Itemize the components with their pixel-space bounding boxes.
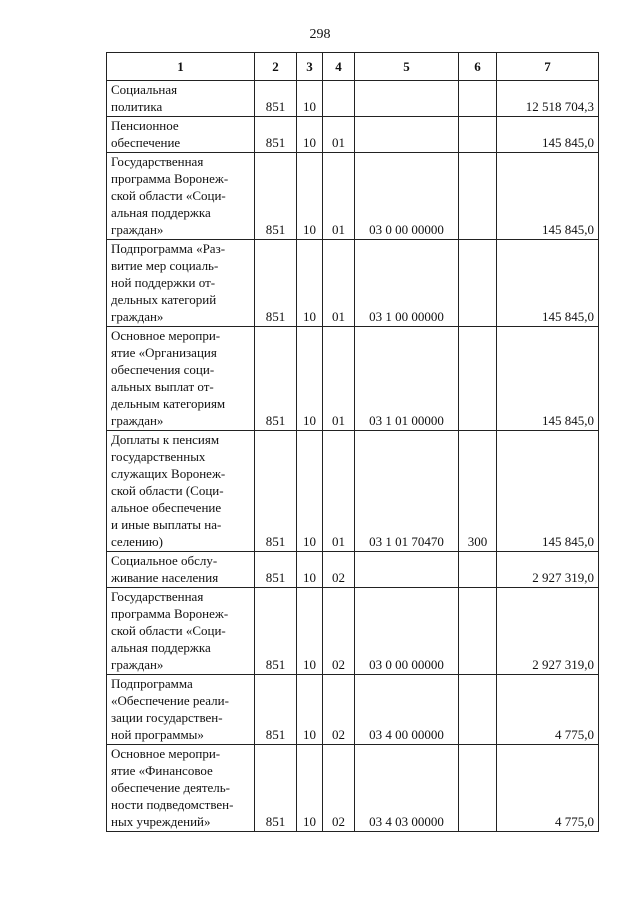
- row-name: Доплаты к пенсиям государственных служащих Воронеж- ской области (Соци- альное обеспечение и иные выплаты на- селению): [107, 431, 255, 552]
- row-name: Подпрограмма «Раз- витие мер социаль- ной поддержки от- дельных категорий граждан»: [107, 240, 255, 327]
- cell-ministry-code: 851: [255, 240, 297, 327]
- cell-section-code: 10: [297, 431, 323, 552]
- row-name: Пенсионное обеспечение: [107, 117, 255, 153]
- row-name: Основное меропри- ятие «Организация обеспечения соци- альных выплат от- дельным категориям граждан»: [107, 327, 255, 431]
- cell-ministry-code: 851: [255, 327, 297, 431]
- cell-expense-type: [459, 240, 497, 327]
- cell-expense-type: [459, 81, 497, 117]
- row-name: Подпрограмма «Обеспечение реали- зации государствен- ной программы»: [107, 675, 255, 745]
- cell-subsection-code: 02: [323, 745, 355, 832]
- cell-section-code: 10: [297, 588, 323, 675]
- cell-section-code: 10: [297, 117, 323, 153]
- table-row: [107, 431, 599, 552]
- column-header-6: 6: [459, 53, 497, 81]
- cell-amount: 145 845,0: [497, 240, 599, 327]
- cell-target-article: 03 4 03 00000: [355, 745, 459, 832]
- cell-expense-type: [459, 675, 497, 745]
- column-header-7: 7: [497, 53, 599, 81]
- cell-expense-type: [459, 745, 497, 832]
- column-header-2: 2: [255, 53, 297, 81]
- cell-ministry-code: 851: [255, 153, 297, 240]
- cell-target-article: 03 1 00 00000: [355, 240, 459, 327]
- cell-target-article: [355, 117, 459, 153]
- cell-subsection-code: [323, 81, 355, 117]
- column-header-1: 1: [107, 53, 255, 81]
- row-name: Социальная политика: [107, 81, 255, 117]
- cell-ministry-code: 851: [255, 81, 297, 117]
- cell-amount: 2 927 319,0: [497, 552, 599, 588]
- cell-ministry-code: 851: [255, 588, 297, 675]
- cell-ministry-code: 851: [255, 745, 297, 832]
- cell-subsection-code: 02: [323, 552, 355, 588]
- cell-subsection-code: 01: [323, 240, 355, 327]
- column-header-3: 3: [297, 53, 323, 81]
- cell-target-article: 03 1 01 70470: [355, 431, 459, 552]
- table-row: [107, 745, 599, 832]
- cell-section-code: 10: [297, 153, 323, 240]
- cell-section-code: 10: [297, 81, 323, 117]
- cell-section-code: 10: [297, 240, 323, 327]
- row-name: Основное меропри- ятие «Финансовое обеспечение деятель- ности подведомствен- ных учреждений»: [107, 745, 255, 832]
- cell-target-article: 03 4 00 00000: [355, 675, 459, 745]
- column-header-5: 5: [355, 53, 459, 81]
- cell-amount: 145 845,0: [497, 117, 599, 153]
- cell-amount: 145 845,0: [497, 327, 599, 431]
- cell-amount: 4 775,0: [497, 675, 599, 745]
- cell-section-code: 10: [297, 675, 323, 745]
- cell-section-code: 10: [297, 745, 323, 832]
- cell-amount: 2 927 319,0: [497, 588, 599, 675]
- cell-subsection-code: 02: [323, 675, 355, 745]
- table-row: [107, 588, 599, 675]
- table-row: [107, 327, 599, 431]
- cell-subsection-code: 01: [323, 327, 355, 431]
- header-row: [107, 53, 599, 81]
- cell-subsection-code: 01: [323, 117, 355, 153]
- row-name: Социальное обслу- живание населения: [107, 552, 255, 588]
- table-header: [107, 53, 599, 81]
- cell-amount: 145 845,0: [497, 431, 599, 552]
- table-body: [107, 81, 599, 832]
- table-row: [107, 552, 599, 588]
- cell-ministry-code: 851: [255, 117, 297, 153]
- table-row: [107, 117, 599, 153]
- cell-expense-type: [459, 117, 497, 153]
- cell-expense-type: [459, 153, 497, 240]
- cell-ministry-code: 851: [255, 552, 297, 588]
- cell-target-article: 03 1 01 00000: [355, 327, 459, 431]
- table-row: [107, 153, 599, 240]
- cell-subsection-code: 02: [323, 588, 355, 675]
- cell-expense-type: [459, 552, 497, 588]
- row-name: Государственная программа Воронеж- ской области «Соци- альная поддержка граждан»: [107, 588, 255, 675]
- column-header-4: 4: [323, 53, 355, 81]
- cell-ministry-code: 851: [255, 431, 297, 552]
- cell-target-article: 03 0 00 00000: [355, 153, 459, 240]
- cell-target-article: [355, 552, 459, 588]
- cell-amount: 12 518 704,3: [497, 81, 599, 117]
- table-row: [107, 240, 599, 327]
- cell-amount: 145 845,0: [497, 153, 599, 240]
- cell-section-code: 10: [297, 327, 323, 431]
- cell-subsection-code: 01: [323, 153, 355, 240]
- cell-expense-type: [459, 327, 497, 431]
- row-name: Государственная программа Воронеж- ской области «Соци- альная поддержка граждан»: [107, 153, 255, 240]
- cell-section-code: 10: [297, 552, 323, 588]
- cell-expense-type: [459, 588, 497, 675]
- cell-target-article: [355, 81, 459, 117]
- cell-ministry-code: 851: [255, 675, 297, 745]
- cell-expense-type: 300: [459, 431, 497, 552]
- cell-subsection-code: 01: [323, 431, 355, 552]
- table-row: [107, 675, 599, 745]
- cell-target-article: 03 0 00 00000: [355, 588, 459, 675]
- table-row: [107, 81, 599, 117]
- page-number: 298: [309, 27, 331, 42]
- budget-table: [106, 52, 599, 832]
- cell-amount: 4 775,0: [497, 745, 599, 832]
